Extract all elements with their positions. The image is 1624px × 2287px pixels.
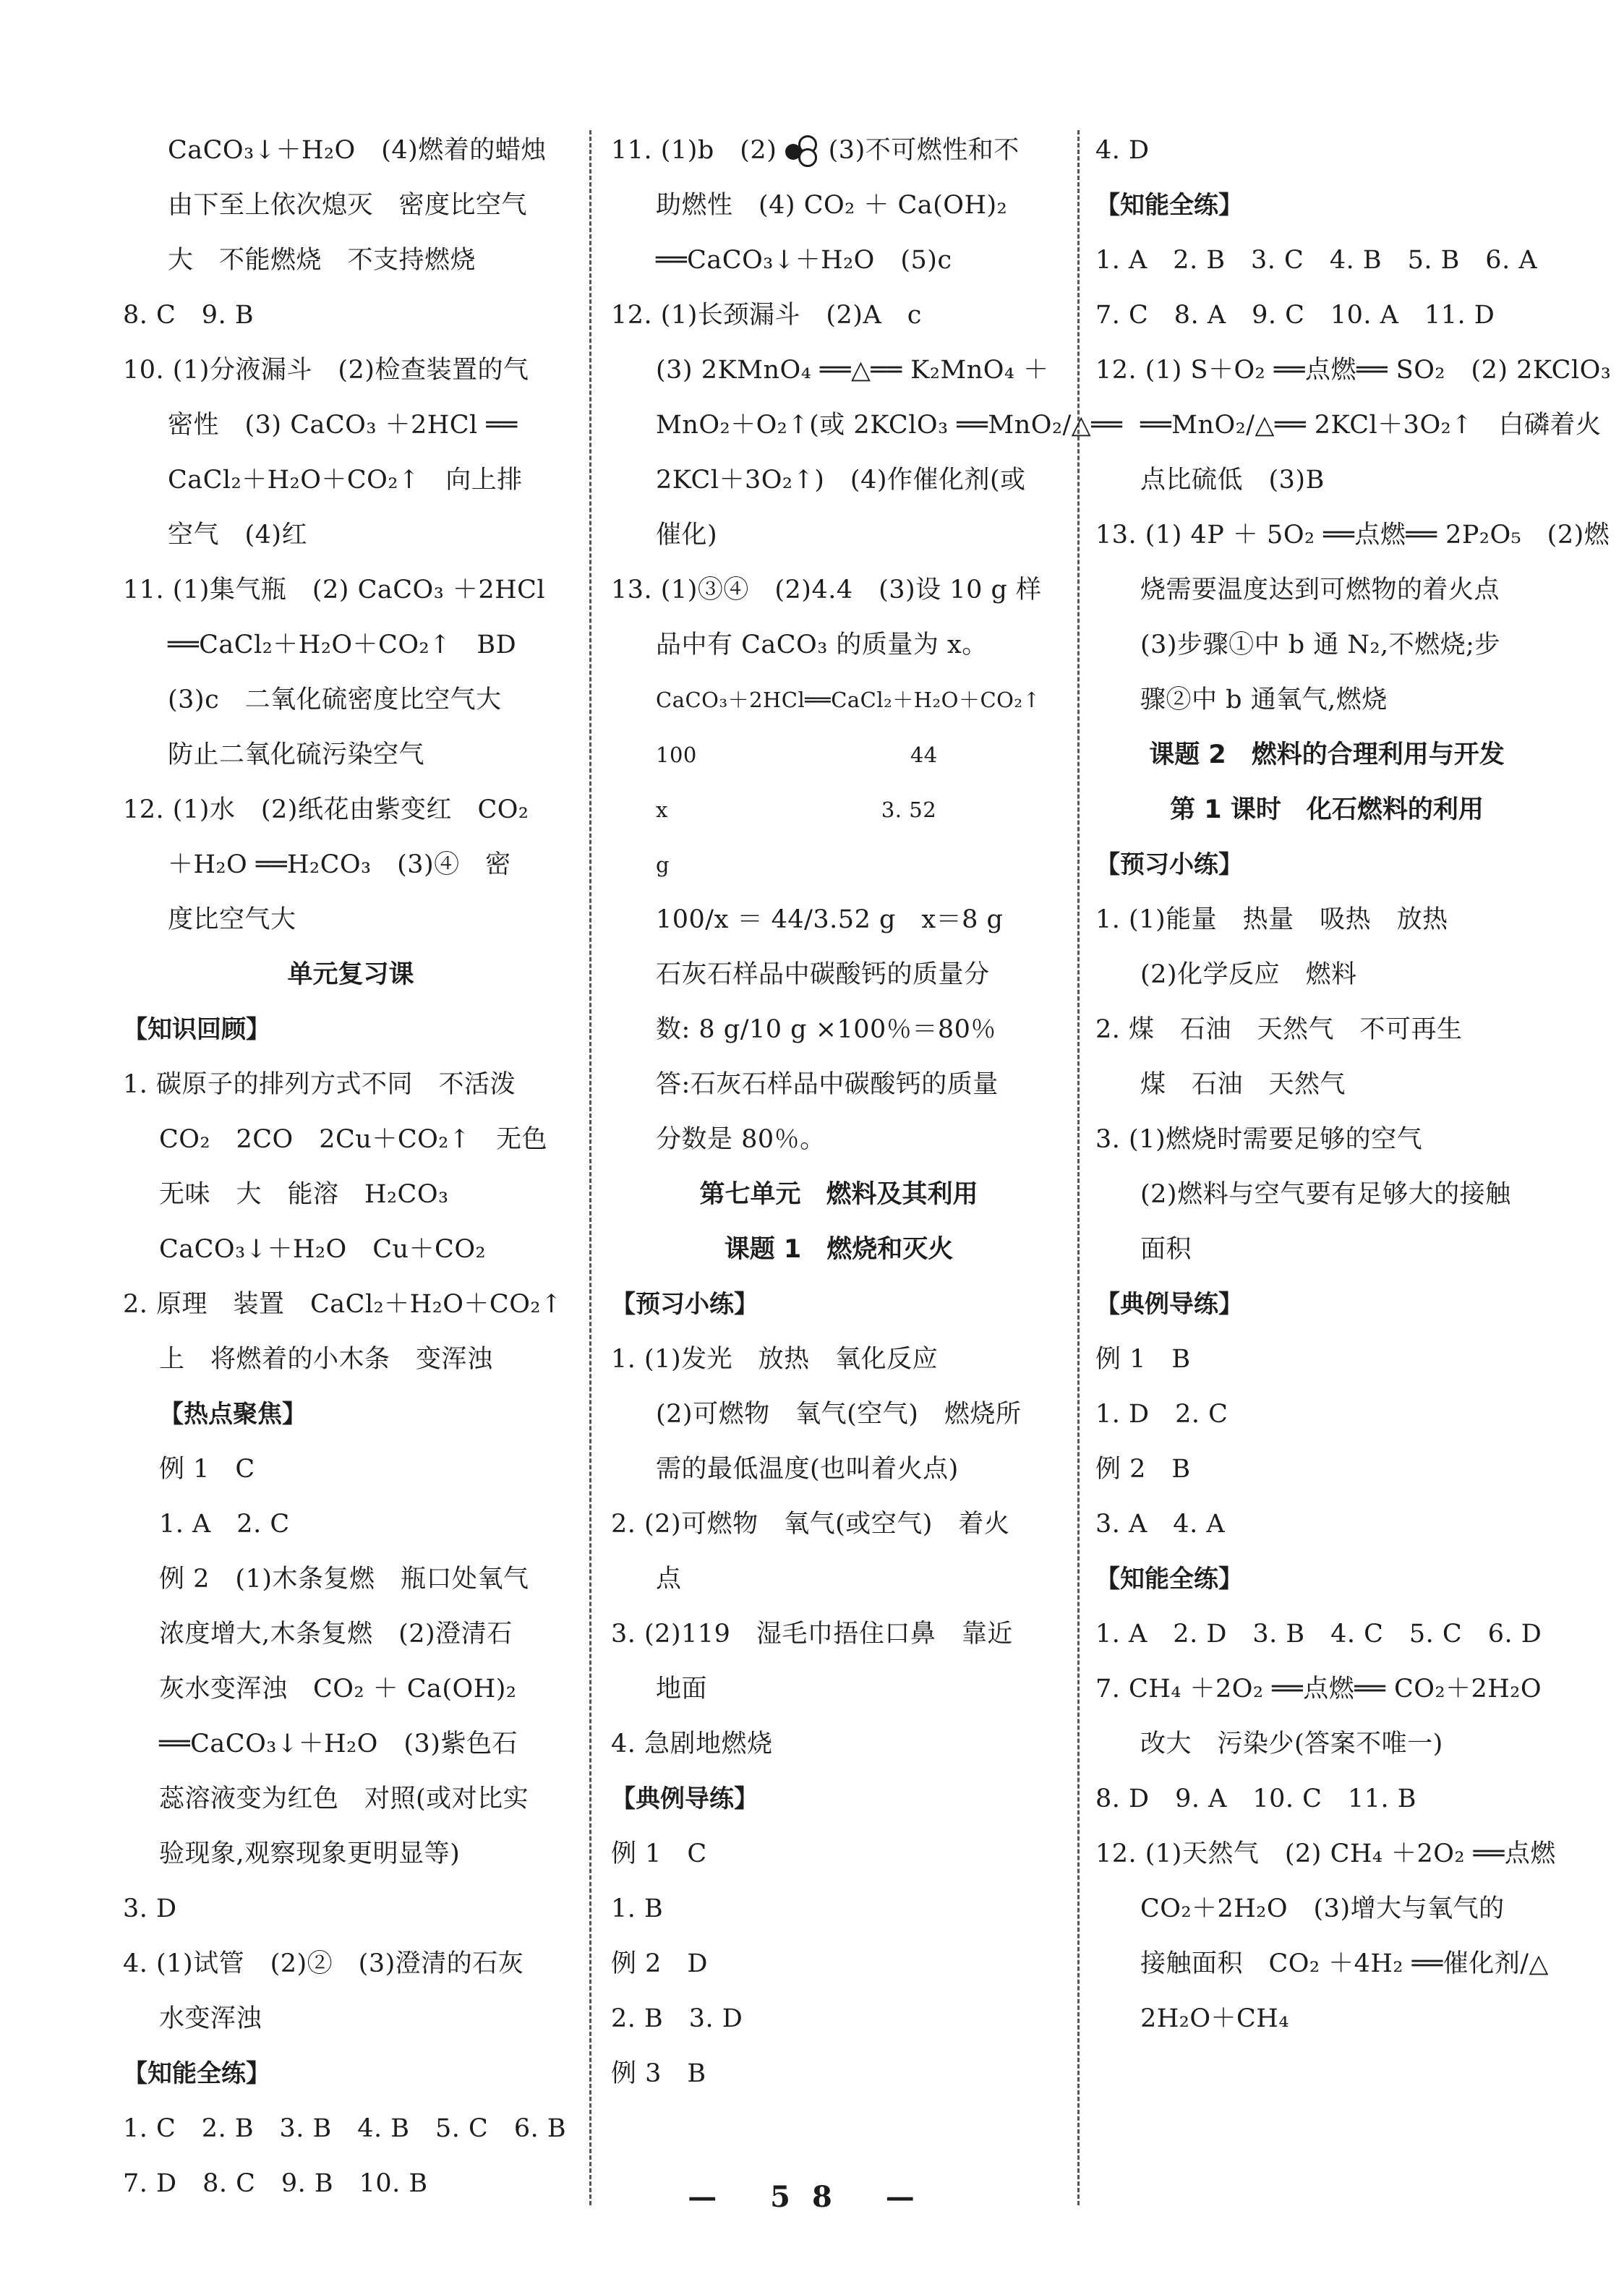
- example-line: 例 2 (1)木条复燃 瓶口处氧气: [159, 1565, 529, 1594]
- text-line: 2H₂O＋CH₄: [1140, 2004, 1289, 2033]
- answer-line: 12. (1)长颈漏斗 (2)A c: [611, 301, 922, 330]
- example-line: 例 2 B: [1095, 1455, 1191, 1484]
- answer-line: 7. CH₄ ＋2O₂ ══点燃══ CO₂＋2H₂O: [1095, 1675, 1542, 1704]
- section-label: 【典例导练】: [611, 1784, 758, 1813]
- section-label: 【预习小练】: [611, 1290, 758, 1319]
- section-label: 【热点聚焦】: [159, 1400, 307, 1429]
- text-line: 浓度增大,木条复燃 (2)澄清石: [159, 1620, 513, 1649]
- equation-line: 100 44: [656, 743, 938, 767]
- text-line: 品中有 CaCO₃ 的质量为 x。: [656, 630, 988, 659]
- text-line: ══CaCO₃↓＋H₂O (5)c: [656, 246, 952, 275]
- text-line: (3)步骤①中 b 通 N₂,不燃烧;步: [1140, 630, 1500, 659]
- equation-line: CaCO₃＋2HCl══CaCl₂＋H₂O＋CO₂↑: [656, 688, 1041, 712]
- example-line: 例 3 B: [611, 2059, 706, 2088]
- text-line: CO₂＋2H₂O (3)增大与氧气的: [1140, 1894, 1505, 1923]
- example-line: 例 1 B: [1095, 1345, 1191, 1374]
- answer-line: 8. C 9. B: [123, 301, 255, 330]
- section-label: 【知能全练】: [123, 2059, 270, 2088]
- text-line: 数: 8 g/10 g ×100％＝80％: [656, 1015, 996, 1044]
- text-line: 上 将燃着的小木条 变浑浊: [159, 1345, 493, 1374]
- example-line: 例 1 C: [611, 1839, 707, 1868]
- section-label: 【知能全练】: [1095, 1565, 1243, 1594]
- equation-line: x 3. 52: [656, 798, 937, 822]
- text-line: ══CaCO₃↓＋H₂O (3)紫色石: [159, 1730, 518, 1758]
- text-line: 分数是 80％。: [656, 1125, 826, 1154]
- equation-line: 100/x ＝ 44/3.52 g x＝8 g: [656, 905, 1004, 934]
- molecule-icon: [785, 135, 820, 164]
- answer-line: 1. D 2. C: [1095, 1400, 1228, 1429]
- example-line: 例 2 D: [611, 1949, 708, 1978]
- lesson-heading: 课题 1 燃烧和灭火: [724, 1235, 954, 1264]
- column-divider: [589, 130, 591, 2205]
- answer-line: 4. (1)试管 (2)② (3)澄清的石灰: [123, 1949, 524, 1978]
- answer-line: 10. (1)分液漏斗 (2)检查装置的气: [123, 356, 529, 385]
- text-line: 度比空气大: [168, 905, 296, 934]
- text-line: 蕊溶液变为红色 对照(或对比实: [159, 1784, 529, 1813]
- answer-line: 3. (1)燃烧时需要足够的空气: [1095, 1125, 1423, 1154]
- answer-line: 12. (1) S＋O₂ ══点燃══ SO₂ (2) 2KClO₃: [1095, 356, 1612, 385]
- text-line: (2)可燃物 氧气(空气) 燃烧所: [656, 1400, 1022, 1429]
- unit-heading: 第七单元 燃料及其利用: [699, 1180, 978, 1209]
- text-line: (3)c 二氧化硫密度比空气大: [168, 685, 502, 714]
- text-line: CO₂ 2CO 2Cu＋CO₂↑ 无色: [159, 1125, 548, 1154]
- answer-line: 1. 碳原子的排列方式不同 不活泼: [123, 1070, 516, 1099]
- page-number-value: 58: [770, 2180, 854, 2214]
- section-label: 【知能全练】: [1095, 191, 1243, 220]
- lesson-heading: 课题 2 燃料的合理利用与开发: [1149, 740, 1505, 769]
- answer-line: 11. (1)集气瓶 (2) CaCO₃ ＋2HCl: [123, 576, 546, 604]
- section-label: 【典例导练】: [1095, 1290, 1243, 1319]
- answer-line: 13. (1)③④ (2)4.4 (3)设 10 g 样: [611, 576, 1042, 604]
- answer-line: 1. A 2. D 3. B 4. C 5. C 6. D: [1095, 1620, 1542, 1649]
- answer-line: 1. A 2. B 3. C 4. B 5. B 6. A: [1095, 246, 1538, 275]
- equation-line: g: [656, 852, 670, 877]
- text-line: 烧需要温度达到可燃物的着火点: [1140, 576, 1500, 604]
- answer-line: 1. C 2. B 3. B 4. B 5. C 6. B: [123, 2114, 567, 2143]
- text-line: 石灰石样品中碳酸钙的质量分: [656, 960, 990, 989]
- text-line: 催化): [656, 521, 718, 550]
- text-line: 骤②中 b 通氧气,燃烧: [1140, 685, 1388, 714]
- answer-line: [611, 123, 1067, 178]
- text-line: 需的最低温度(也叫着火点): [656, 1455, 959, 1484]
- section-heading: 单元复习课: [287, 960, 414, 989]
- text-line: 由下至上依次熄灭 密度比空气: [168, 191, 528, 220]
- answer-line: 1. B: [611, 1894, 664, 1923]
- answer-line: 3. (2)119 湿毛巾捂住口鼻 靠近: [611, 1620, 1013, 1649]
- answer-line: 2. 煤 石油 天然气 不可再生: [1095, 1015, 1463, 1044]
- text-line: (2)化学反应 燃料: [1140, 960, 1357, 989]
- text-line: ══CaCl₂＋H₂O＋CO₂↑ BD: [168, 630, 517, 659]
- text-fragment: 11. (1)b (2): [611, 136, 777, 165]
- equation-line: ══MnO₂/△══ 2KCl＋3O₂↑ 白磷着火: [1140, 411, 1602, 440]
- text-line: 灰水变浑浊 CO₂ ＋ Ca(OH)₂: [159, 1675, 517, 1704]
- answer-line: 4. D: [1095, 136, 1150, 165]
- answer-line: 1. (1)能量 热量 吸热 放热: [1095, 905, 1448, 934]
- text-fragment: (3)不可燃性和不: [828, 136, 1020, 165]
- text-line: 密性 (3) CaCO₃ ＋2HCl ══: [168, 411, 518, 440]
- column-3: [1095, 123, 1612, 2046]
- text-line: 点: [656, 1565, 682, 1594]
- answer-line: 8. D 9. A 10. C 11. B: [1095, 1784, 1416, 1813]
- answer-line: 13. (1) 4P ＋ 5O₂ ══点燃══ 2P₂O₅ (2)燃: [1095, 521, 1610, 550]
- text-line: CaCl₂＋H₂O＋CO₂↑ 向上排: [168, 466, 523, 495]
- text-line: CaCO₃↓＋H₂O Cu＋CO₂: [159, 1235, 487, 1264]
- answer-line: 2. 原理 装置 CaCl₂＋H₂O＋CO₂↑: [123, 1290, 563, 1319]
- text-line: 点比硫低 (3)B: [1140, 466, 1325, 495]
- text-line: CaCO₃↓＋H₂O (4)燃着的蜡烛: [168, 136, 547, 165]
- answer-line: 4. 急剧地燃烧: [611, 1730, 773, 1758]
- column-1: [123, 123, 578, 2211]
- answer-line: 3. D: [123, 1894, 177, 1923]
- text-line: 答:石灰石样品中碳酸钙的质量: [656, 1070, 999, 1099]
- text-line: 地面: [656, 1675, 708, 1704]
- text-line: 验现象,观察现象更明显等): [159, 1839, 461, 1868]
- answer-line: 7. C 8. A 9. C 10. A 11. D: [1095, 301, 1495, 330]
- section-label: 【预习小练】: [1095, 850, 1243, 879]
- text-line: 水变浑浊: [159, 2004, 262, 2033]
- text-line: 空气 (4)红: [168, 521, 308, 550]
- text-line: 助燃性 (4) CO₂ ＋ Ca(OH)₂: [656, 191, 1008, 220]
- answer-line: 12. (1)天然气 (2) CH₄ ＋2O₂ ══点燃: [1095, 1839, 1556, 1868]
- text-line: ＋H₂O ══H₂CO₃ (3)④ 密: [168, 850, 511, 879]
- text-line: 煤 石油 天然气: [1140, 1070, 1346, 1099]
- equation-line: (3) 2KMnO₄ ══△══ K₂MnO₄ ＋: [656, 356, 1049, 385]
- text-line: 改大 污染少(答案不唯一): [1140, 1730, 1443, 1758]
- lesson-subheading: 第 1 课时 化石燃料的利用: [1170, 795, 1484, 824]
- text-line: 防止二氧化硫污染空气: [168, 740, 425, 769]
- answer-line: 2. B 3. D: [611, 2004, 743, 2033]
- example-line: 例 1 C: [159, 1455, 255, 1484]
- text-line: 2KCl＋3O₂↑) (4)作催化剂(或: [656, 466, 1026, 495]
- text-line: (2)燃料与空气要有足够大的接触: [1140, 1180, 1511, 1209]
- section-label: 【知识回顾】: [123, 1015, 270, 1044]
- text-line: 大 不能燃烧 不支持燃烧: [168, 246, 476, 275]
- text-line: 无味 大 能溶 H₂CO₃: [159, 1180, 449, 1209]
- answer-line: 1. A 2. C: [159, 1510, 290, 1539]
- answer-line: 3. A 4. A: [1095, 1510, 1226, 1539]
- answer-line: 2. (2)可燃物 氧气(或空气) 着火: [611, 1510, 1010, 1539]
- answer-line: 7. D 8. C 9. B 10. B: [123, 2169, 428, 2198]
- page-number: — 58 —: [688, 2180, 936, 2214]
- text-line: 面积: [1140, 1235, 1192, 1264]
- answer-line: 1. (1)发光 放热 氧化反应: [611, 1345, 939, 1374]
- text-line: 接触面积 CO₂ ＋4H₂ ══催化剂/△: [1140, 1949, 1549, 1978]
- equation-line: MnO₂＋O₂↑(或 2KClO₃ ══MnO₂/△══: [656, 411, 1123, 440]
- answer-line: 12. (1)水 (2)纸花由紫变红 CO₂: [123, 795, 529, 824]
